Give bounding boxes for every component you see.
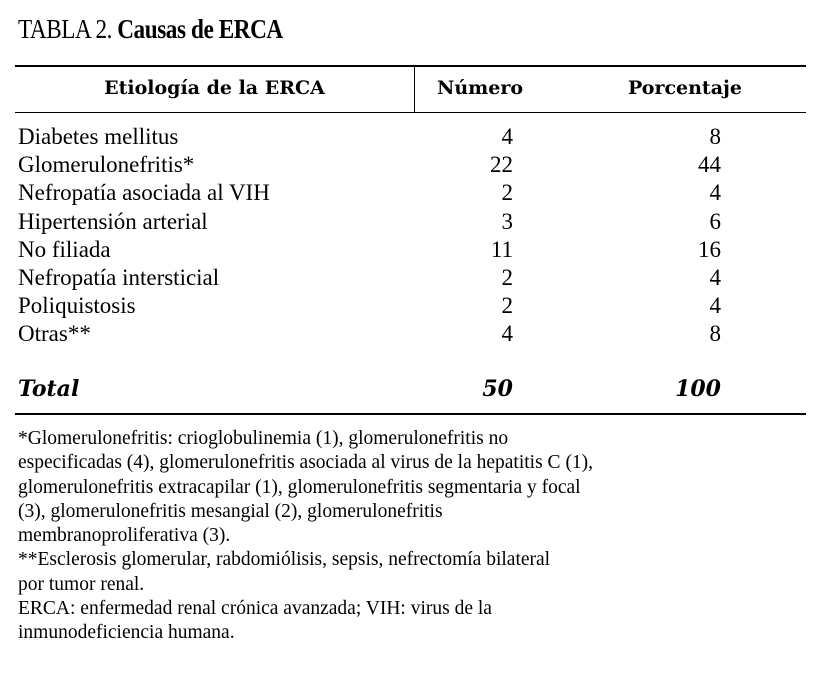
total-percent: 100 bbox=[675, 376, 721, 402]
footnote-line: ERCA: enfermedad renal crónica avanzada; VIH: virus de la bbox=[18, 598, 492, 620]
percent-cell: 8 bbox=[709, 124, 721, 149]
header-porcentaje: Porcentaje bbox=[628, 77, 742, 99]
number-cell: 11 bbox=[490, 236, 513, 262]
header-numero: Número bbox=[436, 77, 524, 99]
cause-cell: Glomerulonefritis* bbox=[18, 152, 195, 178]
cause-cell: Hipertensión arterial bbox=[18, 208, 208, 234]
number-cell: 4 bbox=[501, 124, 513, 149]
footnote-line: **Esclerosis glomerular, rabdomiólisis, sepsis, nefrectomía bilateral bbox=[18, 549, 551, 571]
table-row bbox=[18, 292, 798, 320]
footnotes bbox=[18, 427, 798, 646]
total-row bbox=[18, 376, 798, 406]
percent-cell: 16 bbox=[698, 236, 721, 262]
cause-cell: Diabetes mellitus bbox=[18, 124, 179, 149]
percent-cell: 44 bbox=[698, 152, 721, 178]
top-rule bbox=[15, 65, 806, 67]
cause-cell: Poliquistosis bbox=[18, 293, 136, 319]
percent-cell: 4 bbox=[709, 180, 721, 206]
table-row bbox=[18, 179, 798, 207]
total-label: Total bbox=[18, 376, 80, 402]
footnote-line: *Glomerulonefritis: crioglobulinemia (1), glomerulonefritis no bbox=[18, 428, 509, 449]
footnote-line: glomerulonefritis extracapilar (1), glomerulonefritis segmentaria y focal bbox=[18, 476, 581, 498]
percent-cell: 4 bbox=[709, 293, 721, 319]
table-label: TABLA 2. bbox=[18, 14, 113, 44]
percent-cell: 8 bbox=[709, 321, 721, 347]
footnote-otras bbox=[18, 548, 798, 597]
table-title bbox=[18, 14, 283, 45]
number-cell: 22 bbox=[490, 152, 513, 178]
footnote-glomerulonefritis bbox=[18, 427, 798, 548]
table-body bbox=[18, 123, 798, 349]
percent-cell: 6 bbox=[709, 208, 721, 234]
total-number: 50 bbox=[482, 376, 513, 402]
number-cell: 4 bbox=[501, 321, 513, 347]
table-row bbox=[18, 123, 798, 151]
cause-cell: No filiada bbox=[18, 236, 111, 262]
number-cell: 2 bbox=[501, 180, 513, 206]
footnote-line: (3), glomerulonefritis mesangial (2), glomerulonefritis bbox=[18, 500, 443, 522]
footnote-line: membranoproliferativa (3). bbox=[18, 525, 231, 547]
footnote-line: especificadas (4), glomerulonefritis asociada al virus de la hepatitis C (1), bbox=[18, 452, 594, 474]
bottom-rule bbox=[15, 413, 806, 415]
cause-cell: Nefropatía asociada al VIH bbox=[18, 180, 270, 206]
table-row bbox=[18, 208, 798, 236]
table-row bbox=[18, 264, 798, 292]
table-name: Causas de ERCA bbox=[117, 14, 283, 44]
header-rule bbox=[15, 112, 806, 113]
footnote-abbreviations bbox=[18, 597, 798, 646]
number-cell: 3 bbox=[501, 208, 513, 234]
footnote-line: inmunodeficiencia humana. bbox=[18, 622, 235, 644]
footnote-line: por tumor renal. bbox=[18, 573, 145, 595]
number-cell: 2 bbox=[501, 264, 513, 290]
table-row bbox=[18, 236, 798, 264]
percent-cell: 4 bbox=[709, 264, 721, 290]
header-etiologia: Etiología de la ERCA bbox=[104, 77, 325, 99]
cause-cell: Nefropatía intersticial bbox=[18, 264, 220, 290]
number-cell: 2 bbox=[501, 293, 513, 319]
cause-cell: Otras** bbox=[18, 321, 91, 347]
table-row bbox=[18, 320, 798, 348]
table-row bbox=[18, 151, 798, 179]
